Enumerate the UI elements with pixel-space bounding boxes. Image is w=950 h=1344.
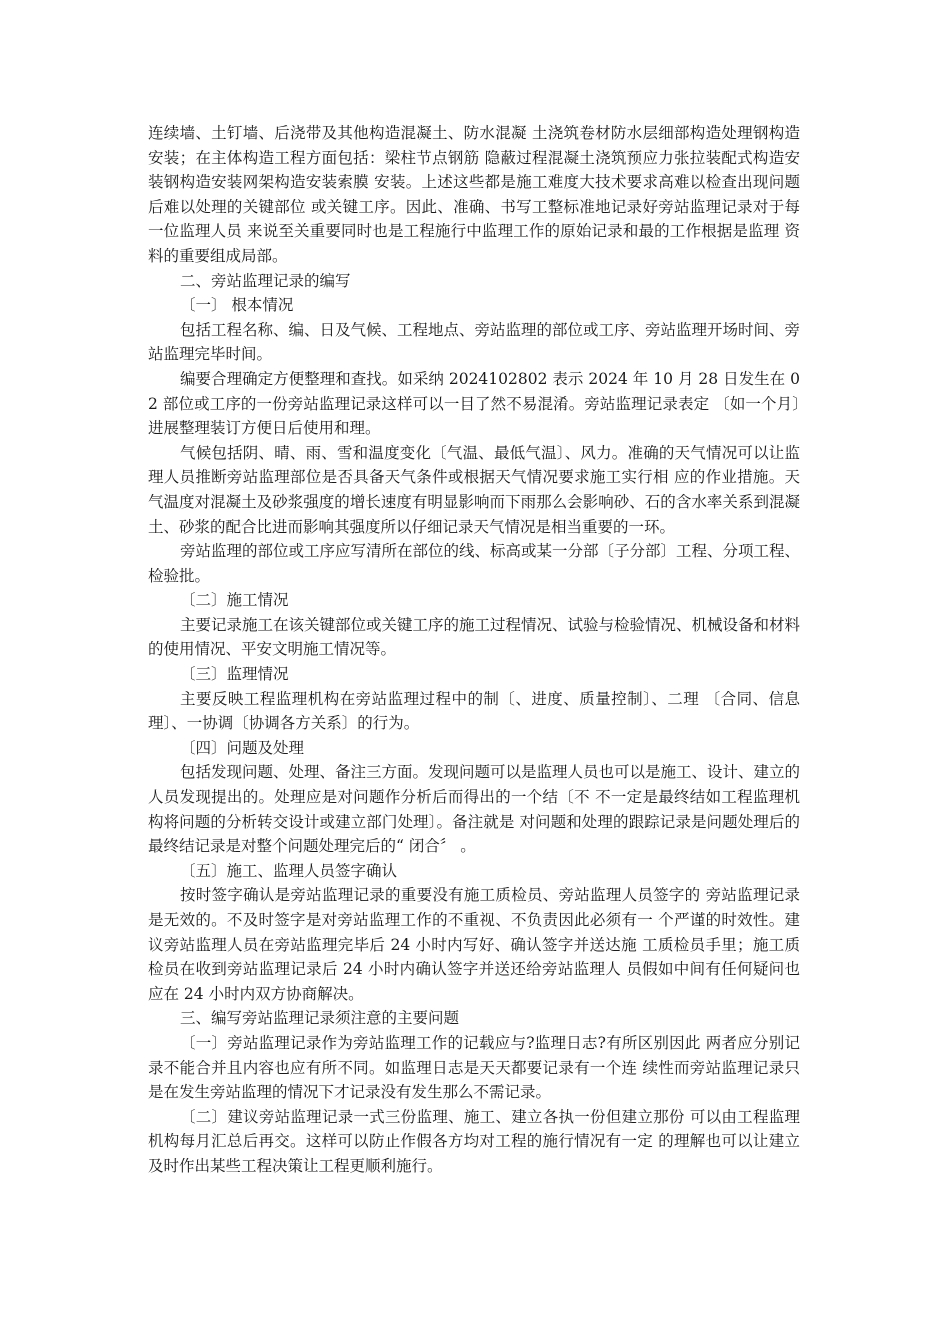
paragraph-basic-info: 包括工程名称、编、日及气候、工程地点、旁站监理的部位或工序、旁站监理开场时间、旁站监理完毕时间。 (148, 320, 801, 364)
document-body (148, 121, 800, 1179)
subheading-problems: 〔四〕问题及处理 (180, 738, 305, 757)
paragraph-signature: 按时签字确认是旁站监理记录的重要没有施工质检员、旁站监理人员签字的 旁站监理记录是无效的。不及时签字是对旁站监理工作的不重视、不负责因此必须有一 个严谨的时效性。建议旁站监理人员在旁站监理完毕后 24 小时内写好、确认签字并送达施 工质检员手里；施工质检员在收到旁站监理记录后 24 小时内确认签字并送还给旁站监理人 员假如中间有任何疑问也应在 24 小时内双方协商解决。 (148, 886, 800, 1003)
paragraph-numbering: 编要合理确定方便整理和查找。如采纳 2024102802 表示 2024 年 10 月 28 日发生在 02 部位或工序的一份旁站监理记录这样可以一目了然不易混淆。旁站监理记录表定 〔如一个月〕进展整理装订方便日后使用和理。 (148, 369, 800, 438)
paragraph-intro: 连续墙、土钉墙、后浇带及其他构造混凝土、防水混凝 土浇筑卷材防水层细部构造处理钢构造安装；在主体构造工程方面包括：梁柱节点钢筋 隐蔽过程混凝土浇筑预应力张拉装配式构造安装钢构造安装网架构造安装索膜 安装。上述这些都是施工难度大技术要求高难以检查出现问题后难以处理的关键部位 或关键工序。因此、准确、书写工整标准地记录好旁站监理记录对于每一位监理人员 来说至关重要同时也是工程施行中监理工作的原始记录和最的工作根据是监理 资料的重要组成局部。 (148, 124, 800, 265)
paragraph-weather: 气候包括阴、晴、雨、雪和温度变化〔气温、最低气温〕、风力。准确的天气情况可以让监理人员推断旁站监理部位是否具备天气条件或根据天气情况要求施工实行相 应的作业措施。天气温度对混凝土及砂浆强度的增长速度有明显影响而下雨那么会影响砂、石的含水率关系到混凝土、砂浆的配合比进而影响其强度所以仔细记录天气情况是相当重要的一环。 (148, 443, 800, 536)
subheading-signature: 〔五〕施工、监理人员签字确认 (180, 861, 398, 880)
subheading-basic-info: 〔一〕 根本情况 (180, 296, 294, 315)
subheading-construction: 〔二〕施工情况 (180, 591, 289, 610)
section-heading-2: 二、旁站监理记录的编写 (180, 271, 351, 290)
section-heading-3: 三、编写旁站监理记录须注意的主要问题 (180, 1009, 460, 1028)
paragraph-location: 旁站监理的部位或工序应写清所在部位的线、标高或某一分部〔子分部〕工程、分项工程、检验批。 (148, 542, 801, 585)
paragraph-supervision: 主要反映工程监理机构在旁站监理过程中的制〔、进度、质量控制〕、二理 〔合同、信息理〕、一协调〔协调各方关系〕的行为。 (148, 689, 800, 733)
paragraph-issue-2: 〔二〕建议旁站监理记录一式三份监理、施工、建立各执一份但建立那份 可以由工程监理机构每月汇总后再交。这样可以防止作假各方均对工程的施行情况有一定 的理解也可以让建立及时作出某些工程决策让工程更顺利施行。 (148, 1107, 800, 1175)
paragraph-construction: 主要记录施工在该关键部位或关键工序的施工过程情况、试验与检验情况、机械设备和材料的使用情况、平安文明施工情况等。 (148, 615, 801, 659)
paragraph-issue-1: 〔一〕旁站监理记录作为旁站监理工作的记载应与?监理日志?有所区别因此 两者应分别记录不能合并且内容也应有所不同。如监理日志是天天都要记录有一个连 续性而旁站监理记录只是在发生旁站监理的情况下才记录没有发生那么不需记录。 (148, 1033, 800, 1102)
paragraph-problems: 包括发现问题、处理、备注三方面。发现问题可以是监理人员也可以是施工、设计、建立的人员发现提出的。处理应是对问题作分析后而得出的一个结〔不 不一定是最终结如工程监理机构将问题的分析转交设计或建立部门处理〕。备注就是 对问题和处理的跟踪记录是问题处理后的最终结记录是对整个问题处理完后的“ 闭合〞 。 (148, 763, 801, 856)
subheading-supervision: 〔三〕监理情况 (180, 665, 289, 684)
